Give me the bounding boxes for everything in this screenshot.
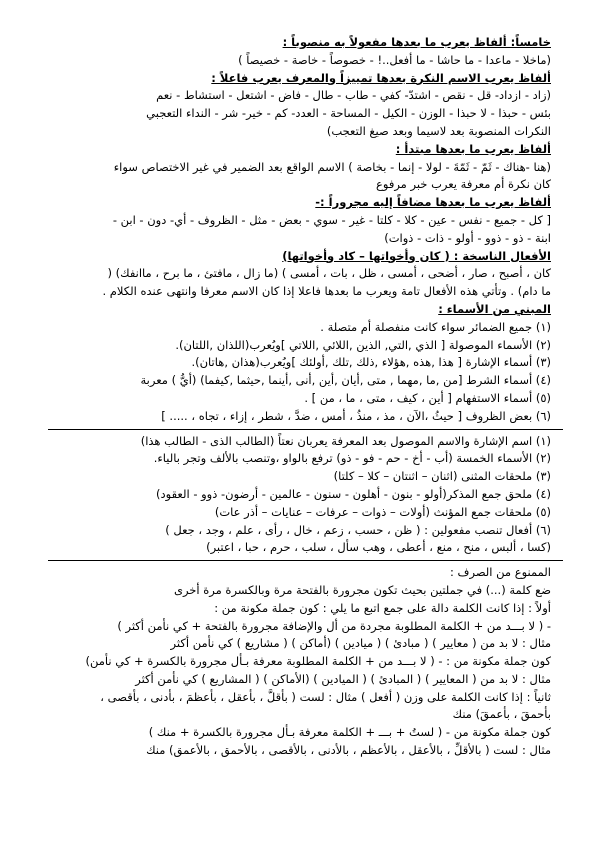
text-line: النكرات المنصوبة بعد لاسيما وبعد صيغ التعجب) xyxy=(326,123,551,138)
text-line: مثال : لست ( بالأقلِّ ، بالأعقل ، بالأعظم ، بالأدنى ، بالأقصى ، بالأحمق ، بالأعمق) منك xyxy=(146,743,551,758)
text-line: (١) جميع الضمائر سواء كانت منفصلة أم متصلة . xyxy=(320,319,551,334)
text-line: (٢) الأسماء الخمسة (أب - أخ - حم - فو - ذو) ترفع بالواو ،وتنصب بالألف وتجر بالياء. xyxy=(153,451,551,466)
text-line: ثانياً : إذا كانت الكلمة على وزن ( أفعل ) مثال : لست ( بأقلَّ ، بأعقل ، بأعظمَ ، بأدنى ، بأقصى ، xyxy=(100,689,551,704)
text-line: كون جملة مكونة من - ( لستُ + بـــ + الكلمة معرفة بـأل مجرورة بالكسرة + منك ) xyxy=(148,725,551,740)
text-line: (٤) ملحق جمع المذكر(أولو - بنون - أهلون - سنون - عالمين - أرضون- ذوو - العقود) xyxy=(156,486,551,501)
text-line: مثال : لا بد من ( معايير ) ( مبادئ ) ( ميادين ) (أماكن ) ( مشاريع ) كي نأمن أكثر xyxy=(170,636,551,651)
section-divider xyxy=(48,560,563,561)
text-line: ضع كلمة (...) في جملتين بحيث تكون مجرورة بالفتحة مرة وبالكسرة مرة أخرى xyxy=(173,582,551,597)
text-line: (٥) أسماء الاستفهام [ أين ، كيف ، متى ، ما ، من ] . xyxy=(304,390,551,405)
text-line: كان نكرة أم معرفة يعرب خبر مرفوع xyxy=(376,177,551,192)
section-divider xyxy=(48,429,563,430)
text-line: (٤) أسماء الشرط [من ,ما ,مهما , متى ,أيان ,أين ,أنى ,أينما ,حيثما ,كيفما) (أيُّ ) معربة xyxy=(140,373,551,388)
text-line: كان ، أصبح ، صار ، أضحى ، أمسى ، ظل ، بات ، أمسى ) (ما زال ، مافتئ ، ما برح ، ماانفك) ( xyxy=(107,266,551,281)
text-line: (٢) الأسماء الموصولة [ الذي ,التي, الذين ,اللائي ,اللاتي ]ويُعرب(اللذان ,اللتان). xyxy=(175,337,551,352)
text-line: - ( لا بـــد من + الكلمة المطلوبة مجردة من أل والإضافة مجرورة بالفتحة + كي نأمن أكثر ) xyxy=(117,618,551,633)
section-forbidden-declension xyxy=(52,564,551,760)
text-line: (٣) أسماء الإشارة [ هذا ,هذه ,هؤلاء ,ذلك ,تلك ,أولئك ]ويُعرب(هذان ,هاتان). xyxy=(191,355,551,370)
text-line: (زاد - ازداد- قل - نقص - اشتدّ- كفي - طاب - طال - فاض - اشتعل - استشاط - نعم xyxy=(156,88,551,103)
text-line: بئس - حبذا - لا حبذا - الوزن - الكيل - المساحة - العدد- كم - خير- شر - النداء التعجبي xyxy=(146,106,551,121)
text-line: (٦) بعض الظروف [ حيثُ ،الآن ، مذ ، منذُ ، أمس ، ضدَّ ، شطر ، إزاء ، تجاه ، ..... ] xyxy=(161,408,551,423)
section-heading: ألفاظ يعرب ما بعدها مبتدأ : xyxy=(395,141,551,156)
text-line: (هنا -هناك - ثَمّ - ثَمّةَ - لولا - إنما - بخاصة ) الاسم الواقع بعد الضمير في غير الاختصاص سواء xyxy=(113,159,551,174)
section-heading: ألفاظ يعرب ما بعدها مضافاً إليه مجروراً :- xyxy=(315,195,551,210)
text-line: ابنة - ذو - ذوو - أولو - ذات - ذوات) xyxy=(384,230,551,245)
text-line: مثال : لا بد من ( المعايير ) ( المبادئ ) ( الميادين ) (الأماكن ) ( المشاريع ) كي نأمن أكثر xyxy=(135,671,551,686)
text-line: (٥) ملحقات جمع المؤنث (أولات – ذوات – عرفات – عنايات – أذر عات) xyxy=(214,504,551,519)
text-line: (٦) أفعال تنصب مفعولين : ( ظن ، حسب ، زعم ، خال ، رأى ، علم ، وجد ، جعل ) xyxy=(165,522,551,537)
section-heading: خامساً: ألفاظ يعرب ما بعدها مفعولاً به منصوباً : xyxy=(282,35,551,49)
section-grammar-rules xyxy=(52,34,551,426)
text-line: (٣) ملحقات المثنى (اثنان – اثنتان – كلا – كلتا) xyxy=(333,469,551,484)
text-line: كون جملة مكونة من : - ( لا بـــد من + الكلمة المطلوبة معرفة بـأل مجرورة بالكسرة + كي نأمن) xyxy=(85,654,551,669)
text-line: أولاً : إذا كانت الكلمة دالة على جمع اتبع ما يلي : كون جملة مكونة من : xyxy=(214,600,551,615)
text-line: بأحمقَ ، بأعمقَ) منك xyxy=(452,707,551,722)
text-line: (ماخلا - ماعدا - ما حاشا - ما أفعل..! - خصوصاً - خاصة - خصيصاً ) xyxy=(238,52,551,67)
section-heading: ألفاظ يعرب الاسم النكرة بعدها تمييزاً والمعرف يعرب فاعلاً : xyxy=(211,70,551,85)
text-line: الممنوع من الصرف : xyxy=(450,565,551,580)
section-heading: الأفعال الناسخة : ( كان وأخواتها – كاد وأخواتها) xyxy=(282,248,551,263)
text-line: ما دام) . وتأتي هذه الأفعال تامة ويعرب ما بعدها فاعلا إذا كان الاسم معرفا وانتهى عنده الكلام . xyxy=(102,284,551,299)
section-heading: المبني من الأسماء : xyxy=(438,301,551,316)
text-line: (١) اسم الإشارة والاسم الموصول بعد المعرفة يعربان نعتاً (الطالب الذى - الطالب هذا) xyxy=(140,433,551,448)
text-line: (كسا ، ألبس ، منح ، منع ، أعطى ، وهب سأل ، سلب ، حرم ، حبا ، اعتبر) xyxy=(206,540,551,555)
text-line: [ كل - جميع - نفس - عين - كلا - كلتا - غير - سوي - بعض - مثل - الظروف - أي- دون - ابن - xyxy=(112,212,551,227)
section-notes xyxy=(52,433,551,558)
